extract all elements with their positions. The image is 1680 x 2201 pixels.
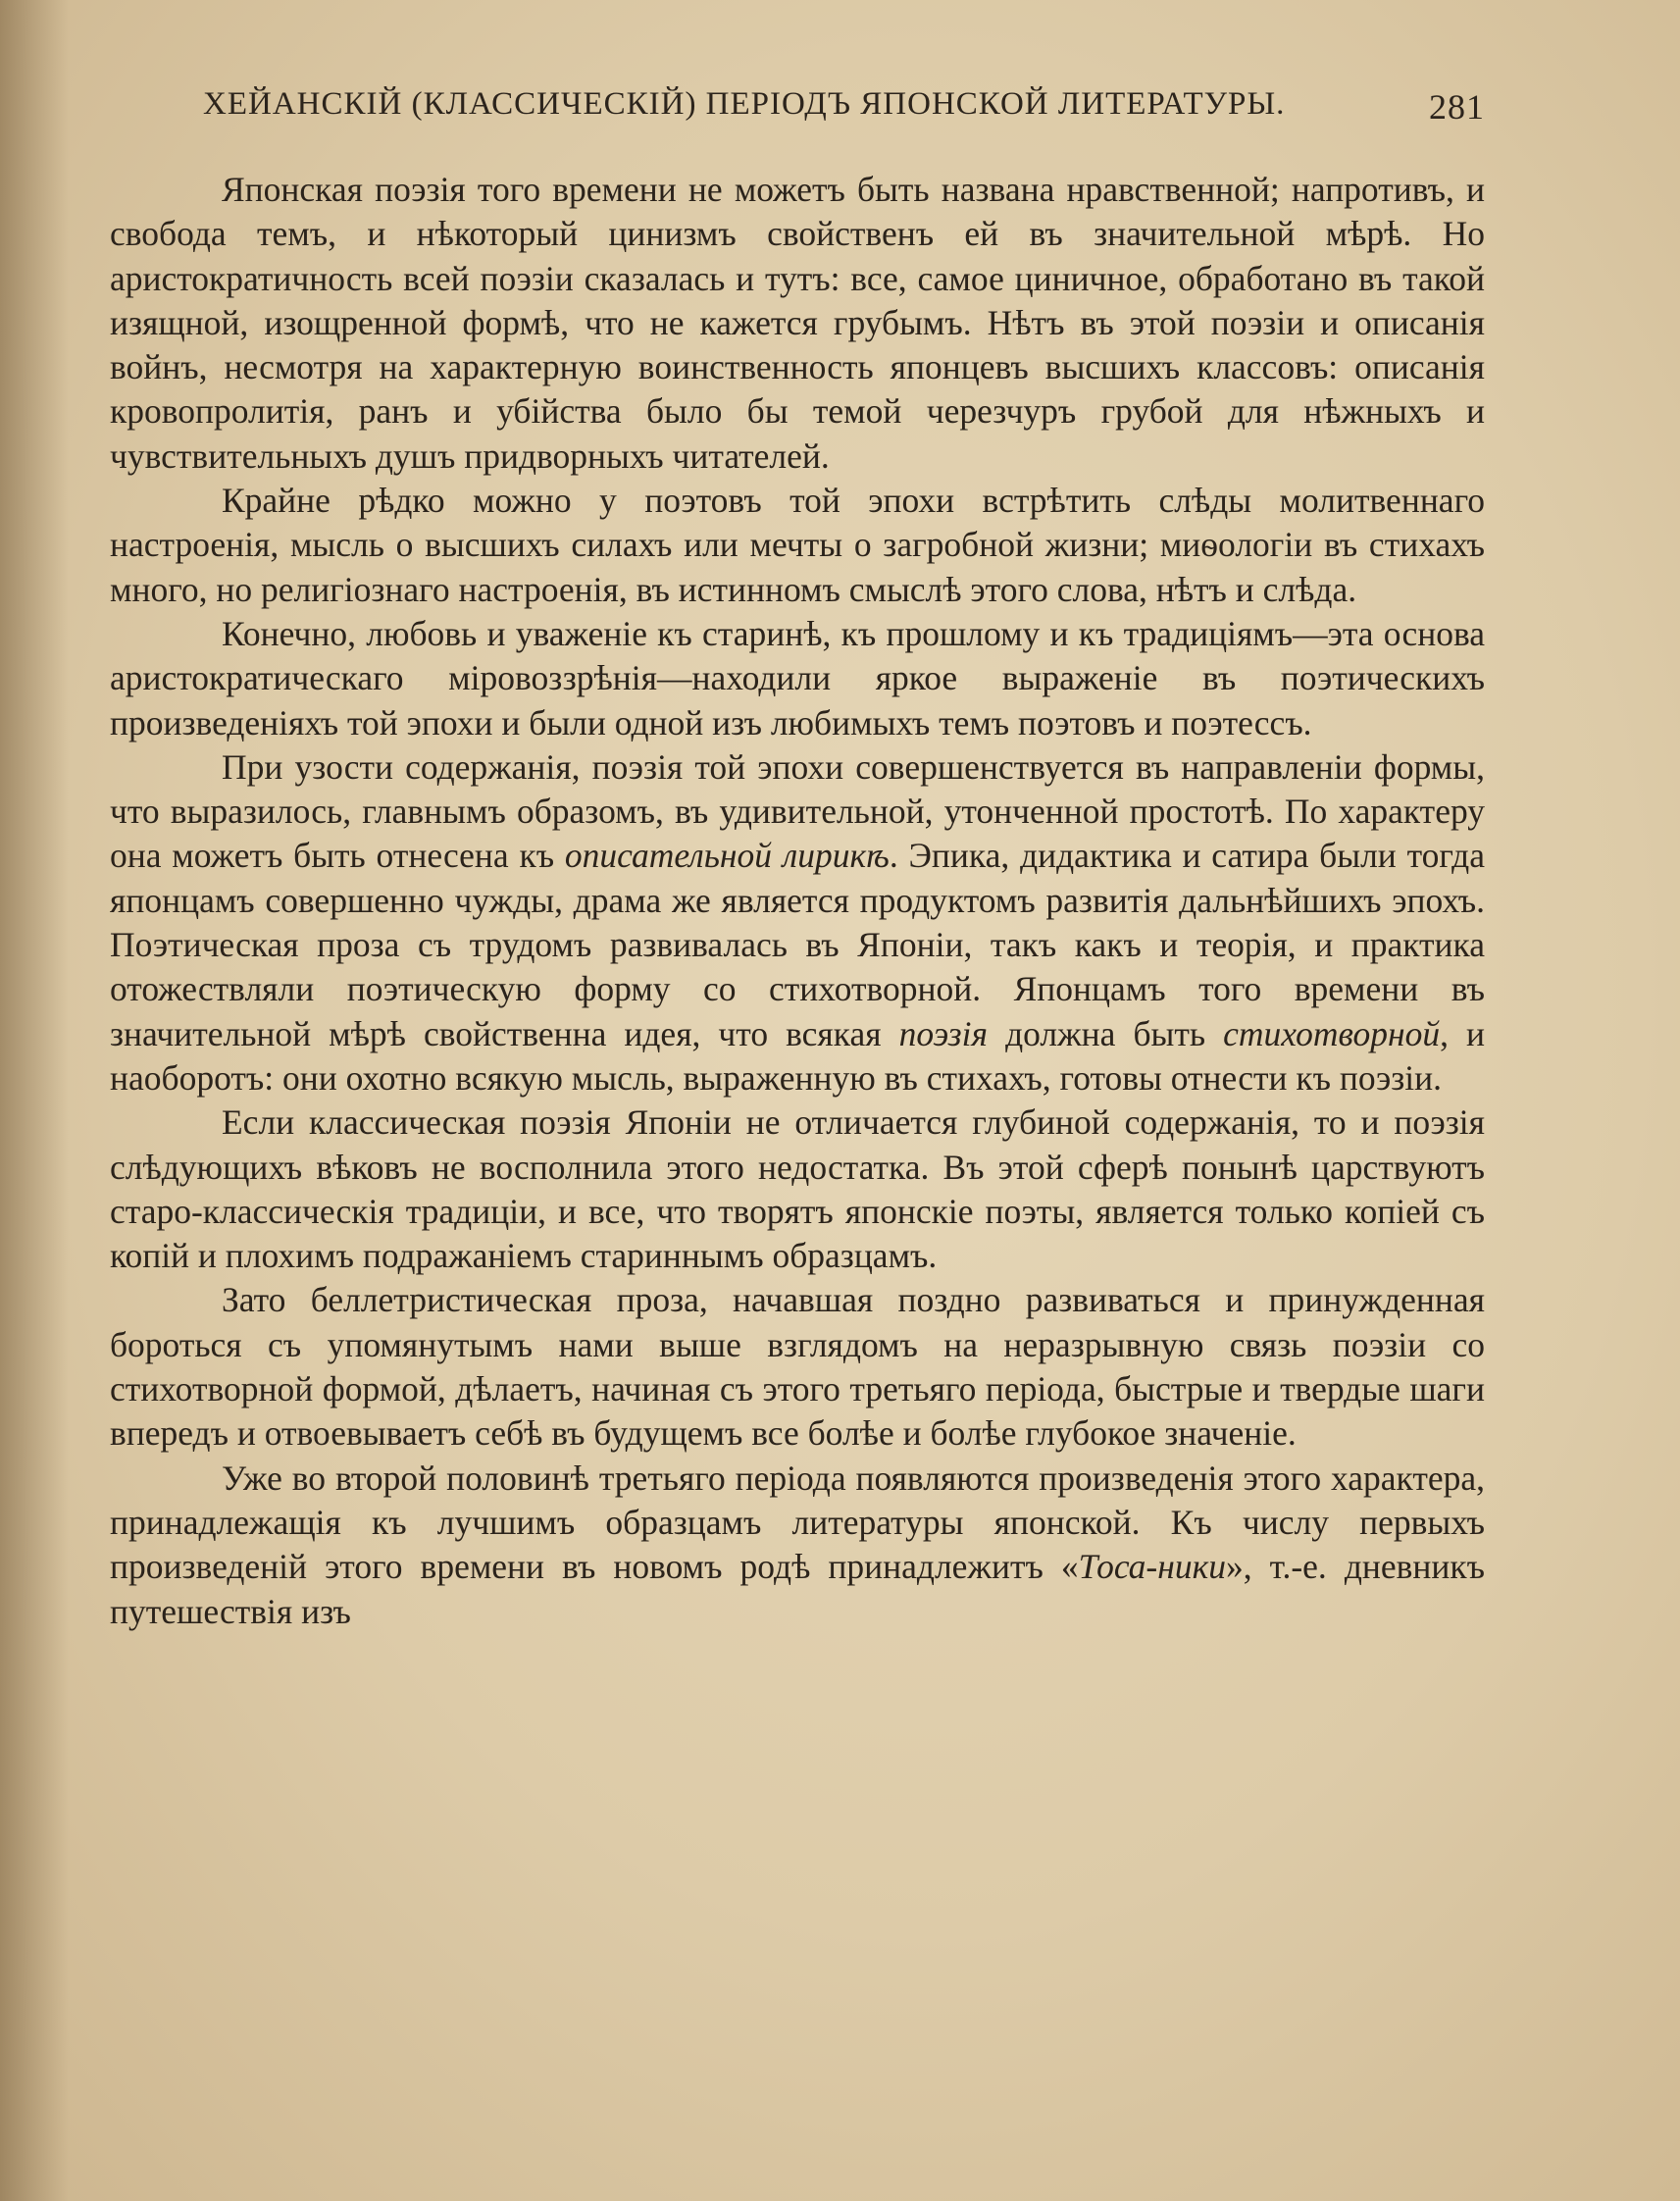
italic-term: стихотворной <box>1223 1013 1441 1053</box>
paragraph-7 <box>110 1457 1485 1634</box>
italic-term: описательной лирикѣ <box>564 836 890 876</box>
italic-term: поэзія <box>898 1013 989 1053</box>
paragraph-7-text: Уже во второй половинѣ третьяго періода появляются произведенія этого характера, принадлежащія къ лучшимъ образцамъ литературы японской. Къ числу первыхъ произведеній этого времени въ новомъ родѣ принадлежитъ « <box>110 1458 1485 1587</box>
paragraph-1: Японская поэзія того времени не можетъ быть названа нравственной; напротивъ, и свобода темъ, и нѣкоторый цинизмъ свойственъ ей въ значительной мѣрѣ. Но аристократичность всей поэзіи сказалась и тутъ: все, самое циничное, обработано въ такой изящной, изощренной формѣ, что не кажется грубымъ. Нѣтъ въ этой поэзіи и описанія войнъ, несмотря на характерную воинственность японцевъ высшихъ классовъ: описанія кровопролитія, ранъ и убійства было бы темой черезчуръ грубой для нѣжныхъ и чувствительныхъ душъ придворныхъ читателей. <box>110 170 1485 476</box>
paragraph-4-text: , и наоборотъ: они охотно всякую мысль, выраженную въ стихахъ, готовы отнести къ поэзіи. <box>110 1013 1485 1098</box>
italic-title: Тоса-ники <box>1078 1547 1226 1587</box>
paragraph-3: Конечно, любовь и уваженіе къ старинѣ, къ прошлому и къ традиціямъ—эта основа аристократическаго міровоззрѣнія—находили яркое выраженіе въ поэтическихъ произведеніяхъ той эпохи и были одной изъ любимыхъ темъ поэтовъ и поэтессъ. <box>110 613 1485 742</box>
running-title: ХЕЙАНСКІЙ (КЛАССИЧЕСКІЙ) ПЕРІОДЪ ЯПОНСКОЙ ЛИТЕРАТУРЫ. <box>203 86 1286 122</box>
paragraph-4-text: При узости содержанія, поэзія той эпохи совершенствуется въ направленіи формы, что выразилось, главнымъ образомъ, въ удивительной, утонченной простотѣ. По характеру она можетъ быть отнесена къ <box>110 746 1485 876</box>
paragraph-7-text: », т.-е. дневникъ путешествія изъ <box>110 1547 1485 1631</box>
paragraph-4-text: . Эпика, дидактика и сатира были тогда японцамъ совершенно чужды, драма же является продуктомъ развитія дальнѣйшихъ эпохъ. Поэтическая проза съ трудомъ развивалась въ Японіи, такъ какъ и теорія, и практика отожествляли поэтическую форму со стихотворной. Японцамъ того времени въ значительной мѣрѣ свойственна идея, что всякая <box>110 836 1485 1053</box>
binding-shadow <box>0 0 69 2201</box>
paragraph-6: Зато беллетристическая проза, начавшая поздно развиваться и принужденная бороться съ упомянутымъ нами выше взглядомъ на неразрывную связь поэзіи со стихотворной формой, дѣлаетъ, начиная съ этого третьяго періода, быстрые и твердые шаги впередъ и отвоевываетъ себѣ въ будущемъ все болѣе и болѣе глубокое значеніе. <box>110 1280 1485 1454</box>
page-header <box>110 86 1485 135</box>
paragraph-5: Если классическая поэзія Японіи не отличается глубиной содержанія, то и поэзія слѣдующихъ вѣковъ не восполнила этого недостатка. Въ этой сферѣ понынѣ царствуютъ старо-классическія традиціи, и все, что творятъ японскіе поэты, является только копіей съ копій и плохимъ подражаніемъ стариннымъ образцамъ. <box>110 1102 1485 1276</box>
body-text <box>110 168 1485 1634</box>
page-number: 281 <box>1429 87 1485 127</box>
paragraph-2: Крайне рѣдко можно у поэтовъ той эпохи встрѣтить слѣды молитвеннаго настроенія, мысль о высшихъ силахъ или мечты о загробной жизни; миѳологіи въ стихахъ много, но религіознаго настроенія, въ истинномъ смыслѣ этого слова, нѣтъ и слѣда. <box>110 481 1485 609</box>
paragraph-4-text: должна быть <box>988 1013 1224 1053</box>
paragraph-4 <box>110 745 1485 1100</box>
